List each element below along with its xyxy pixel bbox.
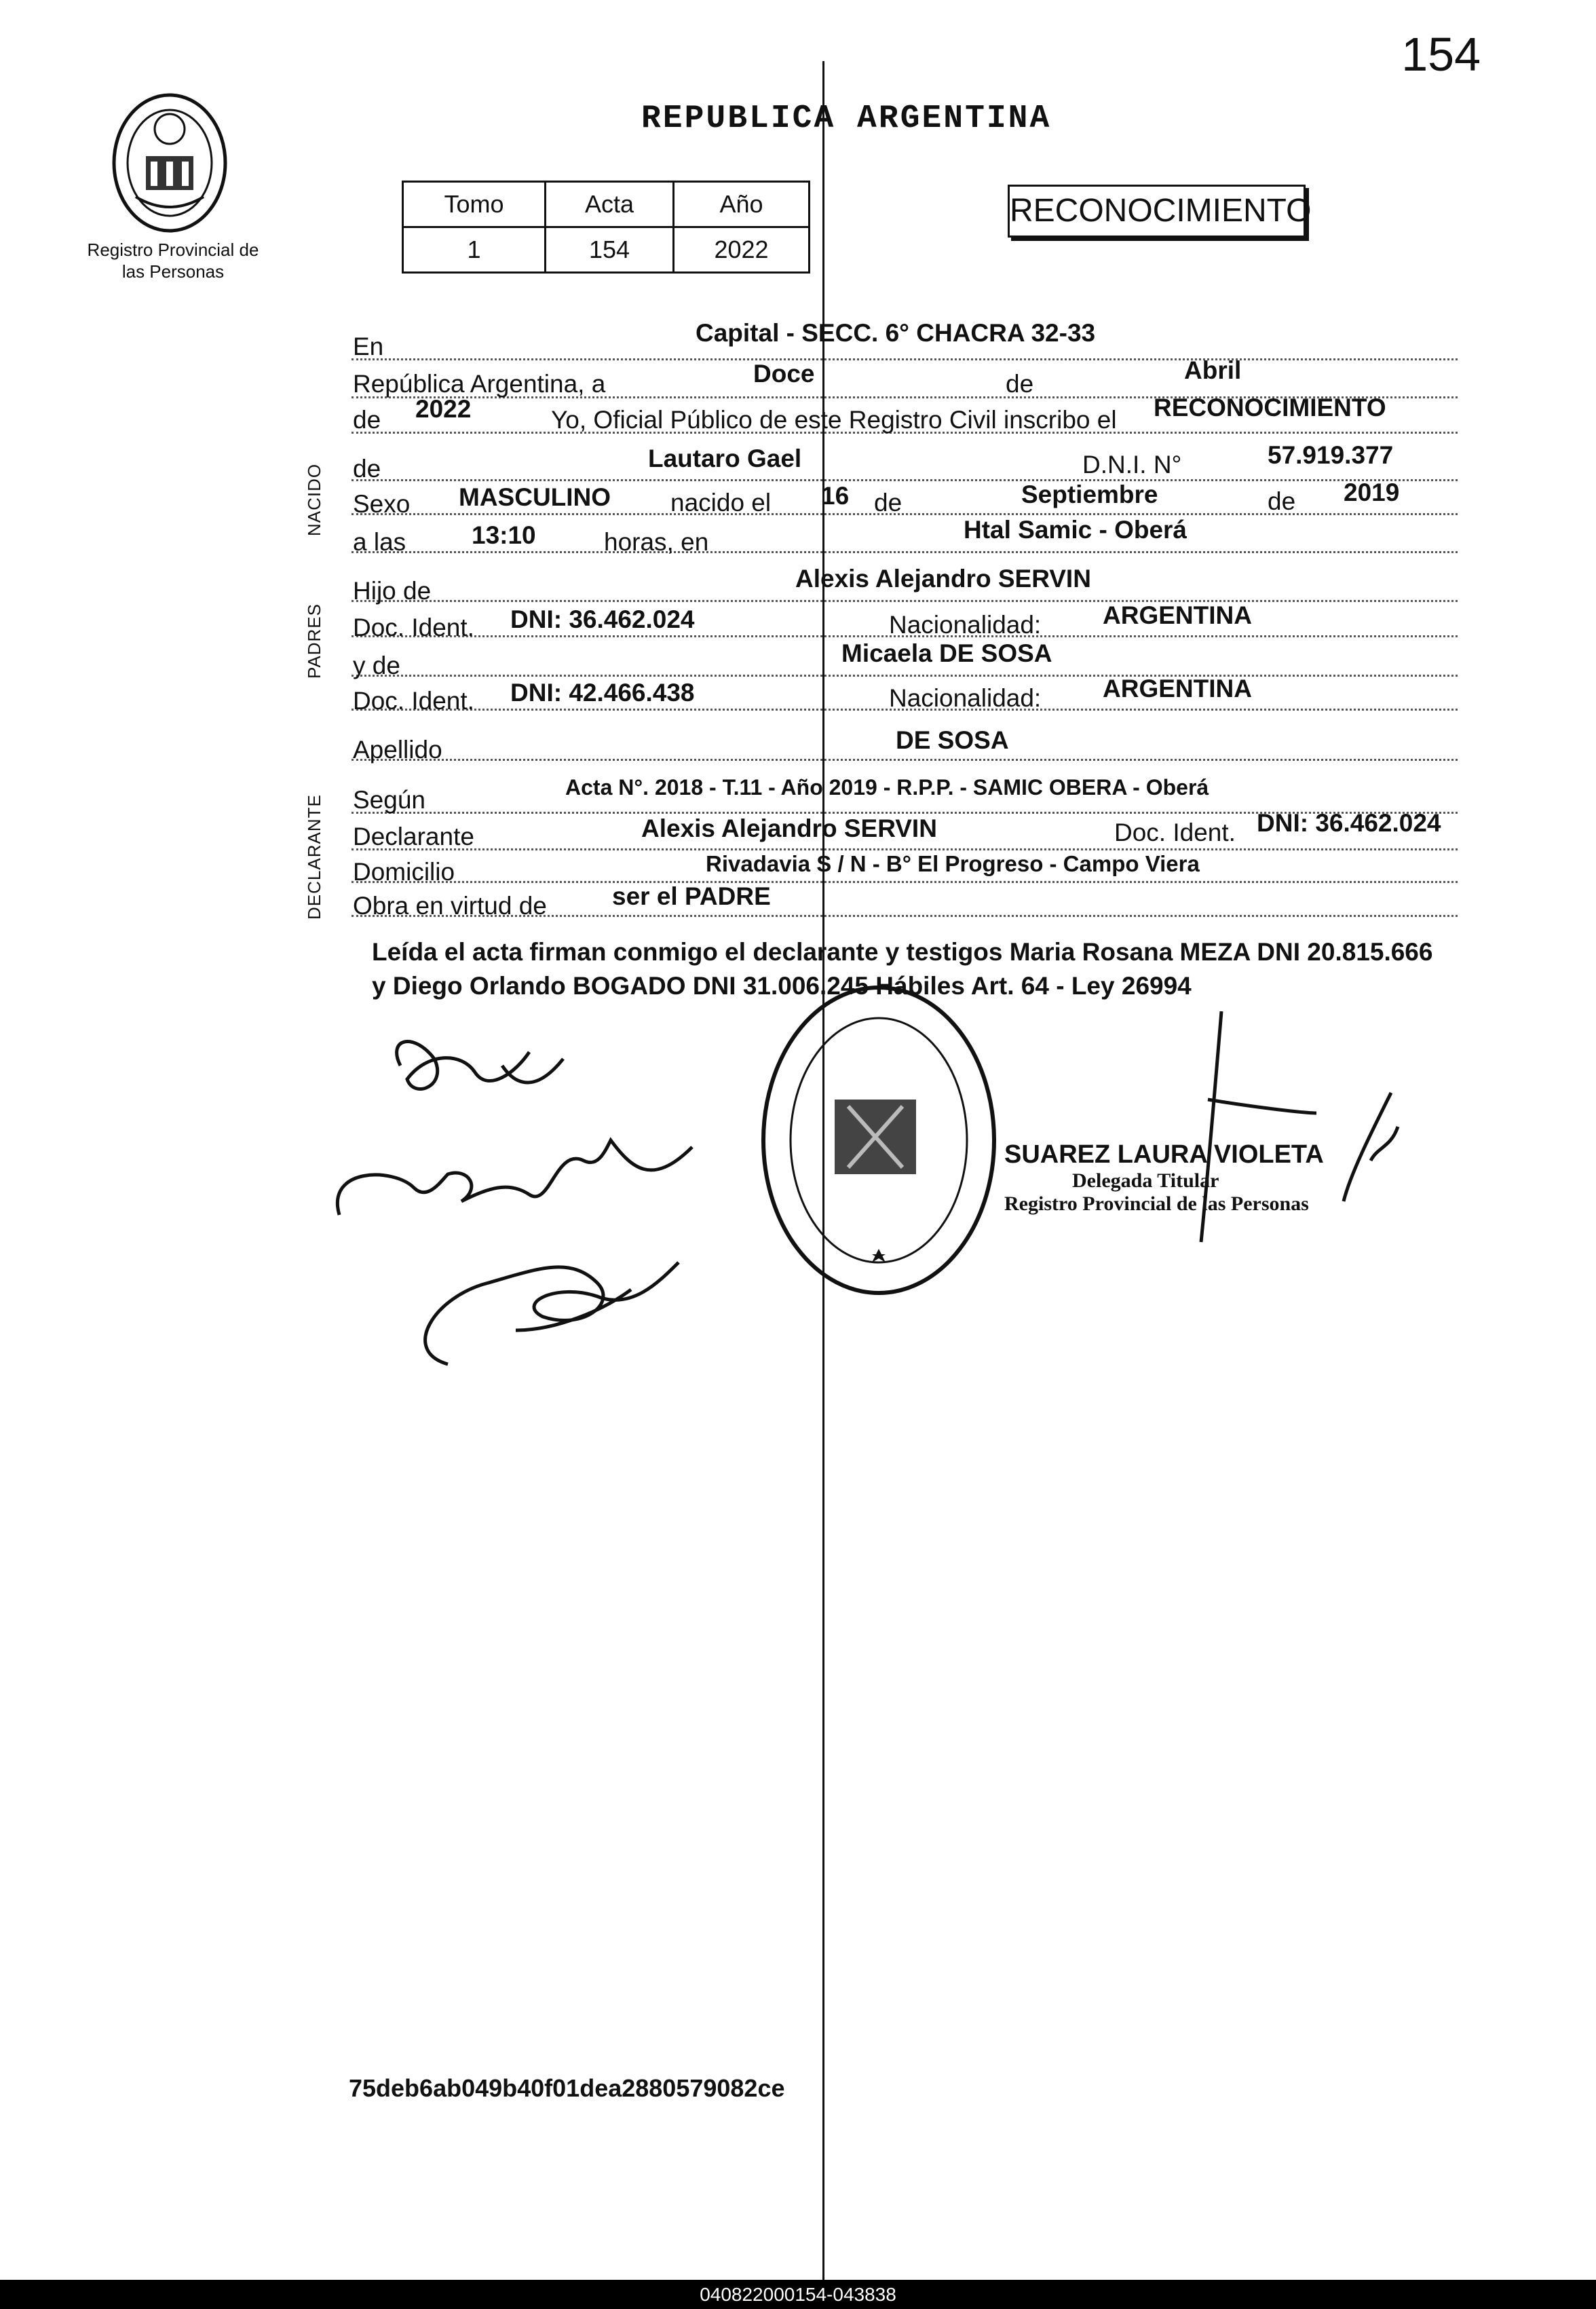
legal-statement: Leída el acta firman conmigo el declarante y testigos Maria Rosana MEZA DNI 20.815.666 y Diego Orlando BOGADO DNI 31.006.245 Hábiles Art. 64 - Ley 26994 [372, 938, 1433, 1000]
field-father: Alexis Alejandro SERVIN [795, 565, 1091, 593]
table-header: Acta [546, 182, 674, 227]
form-line [352, 479, 1458, 481]
label-nacionalidad: Nacionalidad: [889, 611, 1042, 639]
form-line [352, 358, 1458, 360]
field-place: Capital - SECC. 6° CHACRA 32-33 [696, 319, 1096, 347]
act-type-box: RECONOCIMIENTO [1008, 185, 1306, 238]
label-de: de [1268, 487, 1296, 515]
label-republica: República Argentina, a [353, 370, 606, 398]
table-header: Tomo [403, 182, 546, 227]
table-cell: 2022 [674, 227, 810, 273]
field-mother: Micaela DE SOSA [841, 639, 1052, 667]
field-day: Doce [753, 360, 815, 388]
field-segun: Acta N°. 2018 - T.11 - Año 2019 - R.P.P. - SAMIC OBERA - Oberá [565, 775, 1209, 800]
field-month: Abril [1184, 356, 1242, 384]
province-seal-icon [109, 88, 231, 238]
side-label-nacido: NACIDO [304, 463, 324, 536]
form-line [352, 881, 1458, 883]
field-birth-place: Htal Samic - Oberá [964, 516, 1188, 544]
label-domicilio: Domicilio [353, 858, 455, 886]
field-mother-doc: DNI: 42.466.438 [510, 679, 695, 707]
footer-barcode-text: 040822000154-043838 [0, 2280, 1596, 2309]
official-organization: Registro Provincial de las Personas [1004, 1193, 1309, 1215]
field-birth-day: 16 [821, 482, 850, 510]
label-de: de [353, 455, 381, 483]
field-time: 13:10 [472, 521, 536, 549]
form-line [352, 600, 1458, 602]
field-mother-nacionalidad: ARGENTINA [1103, 675, 1252, 702]
field-birth-year: 2019 [1344, 478, 1400, 506]
label-nacionalidad: Nacionalidad: [889, 684, 1042, 712]
field-domicilio: Rivadavia S / N - B° El Progreso - Campo Viera [706, 851, 1200, 876]
field-birth-month: Septiembre [1021, 481, 1158, 508]
label-declarante: Declarante [353, 823, 474, 850]
field-declarante: Alexis Alejandro SERVIN [641, 814, 937, 842]
witness-signatures [312, 1011, 787, 1391]
label-doc: Doc. Ident. [353, 687, 474, 715]
official-role: Delegada Titular [1072, 1169, 1219, 1192]
page-number: 154 [1401, 28, 1481, 81]
label-obra: Obra en virtud de [353, 892, 547, 920]
table-cell: 1 [403, 227, 546, 273]
label-a-las: a las [353, 528, 406, 556]
official-signature [1167, 1011, 1425, 1256]
field-year: 2022 [415, 395, 472, 423]
form-line [352, 759, 1458, 761]
label-horas: horas, en [604, 528, 709, 556]
label-de: de [353, 406, 381, 434]
form-line [352, 551, 1458, 553]
field-child-dni: 57.919.377 [1268, 441, 1394, 469]
label-apellido: Apellido [353, 736, 442, 764]
label-en: En [353, 333, 384, 360]
label-dni: D.N.I. N° [1082, 451, 1182, 478]
field-child-name: Lautaro Gael [648, 445, 802, 472]
registry-name: Registro Provincial de las Personas [87, 240, 259, 282]
label-sexo: Sexo [353, 490, 411, 518]
document-header-country: REPUBLICA ARGENTINA [641, 100, 1052, 137]
label-de: de [874, 489, 902, 517]
label-nacido: nacido el [670, 489, 772, 517]
book-reference-table [402, 181, 810, 274]
field-declarante-doc: DNI: 36.462.024 [1257, 809, 1441, 837]
label-oficial: Yo, Oficial Público de este Registro Civil inscribo el [551, 406, 1117, 434]
label-segun: Según [353, 786, 425, 814]
label-y-de: y de [353, 652, 400, 679]
label-doc: Doc. Ident. [1114, 819, 1236, 846]
field-sexo: MASCULINO [459, 483, 611, 511]
form-line [352, 675, 1458, 677]
table-cell: 154 [546, 227, 674, 273]
label-doc: Doc. Ident. [353, 614, 474, 641]
form-line [352, 848, 1458, 850]
field-father-doc: DNI: 36.462.024 [510, 605, 695, 633]
field-obra: ser el PADRE [612, 882, 771, 910]
field-father-nacionalidad: ARGENTINA [1103, 601, 1252, 629]
side-label-padres: PADRES [304, 603, 324, 679]
official-name: SUAREZ LAURA VIOLETA [1004, 1140, 1324, 1169]
table-header: Año [674, 182, 810, 227]
label-hijo: Hijo de [353, 577, 432, 605]
document-hash: 75deb6ab049b40f01dea2880579082ce [349, 2074, 785, 2102]
official-stamp-icon [753, 977, 1004, 1303]
field-inscribo: RECONOCIMIENTO [1154, 394, 1386, 421]
label-de: de [1006, 370, 1034, 398]
field-apellido: DE SOSA [896, 726, 1009, 754]
side-label-declarante: DECLARANTE [304, 794, 324, 920]
official-signature-block [1004, 1140, 1324, 1216]
